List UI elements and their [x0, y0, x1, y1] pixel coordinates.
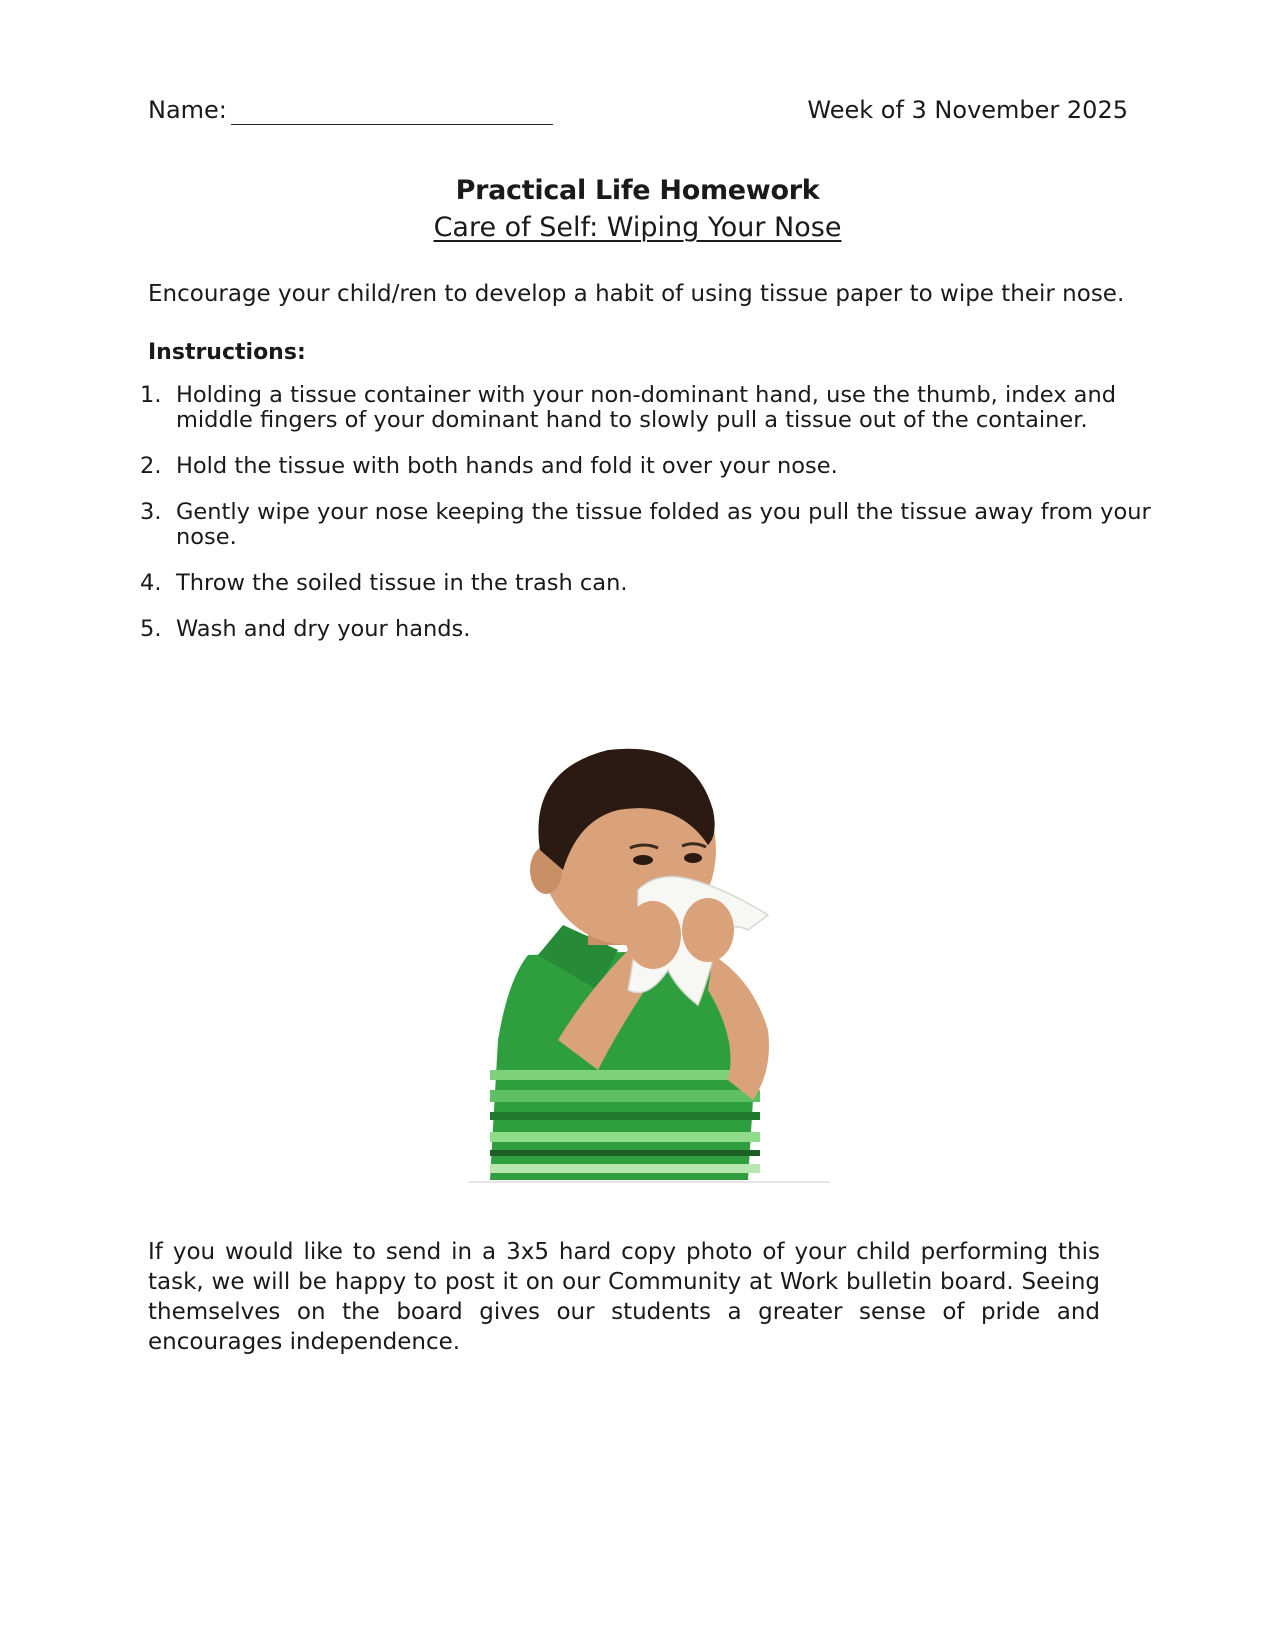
instruction-step — [140, 571, 1180, 596]
instruction-step — [140, 454, 1180, 479]
instruction-step — [140, 617, 1180, 642]
child-wiping-nose-photo — [468, 740, 830, 1185]
closing-paragraph: If you would like to send in a 3x5 hard copy photo of your child performing this task, we will be happy to post it on our Community at Work bulletin board. Seeing themselves on the board gives our students a greater sense of pride and encourages independence. — [148, 1239, 1100, 1355]
week-label: Week of 3 November 2025 — [807, 96, 1128, 124]
step-number: 1. — [140, 382, 162, 408]
name-blank-line[interactable] — [231, 124, 553, 125]
step-text: Hold the tissue with both hands and fold it over your nose. — [176, 453, 838, 479]
step-text: Gently wipe your nose keeping the tissue folded as you pull the tissue away from your nose. — [176, 499, 1151, 550]
step-number: 2. — [140, 453, 162, 479]
step-text: Wash and dry your hands. — [176, 616, 471, 642]
step-text: Throw the soiled tissue in the trash can. — [176, 570, 628, 596]
instructions-heading: Instructions: — [148, 340, 306, 365]
instruction-step — [140, 500, 1180, 550]
page-title: Practical Life Homework — [455, 175, 820, 206]
step-number: 3. — [140, 499, 162, 525]
page-subtitle: Care of Self: Wiping Your Nose — [433, 212, 842, 243]
instruction-step — [140, 383, 1180, 433]
instructions-list — [140, 383, 1180, 663]
name-label: Name: — [148, 96, 227, 124]
intro-text: Encourage your child/ren to develop a habit of using tissue paper to wipe their nose. — [148, 281, 1125, 307]
header-row — [148, 96, 1128, 132]
step-number: 5. — [140, 616, 162, 642]
left-hand — [625, 901, 681, 969]
right-hand — [682, 898, 734, 962]
step-text: Holding a tissue container with your non-dominant hand, use the thumb, index and middle fingers of your dominant hand to slowly pull a tissue out of the container. — [176, 382, 1117, 433]
step-number: 4. — [140, 570, 162, 596]
